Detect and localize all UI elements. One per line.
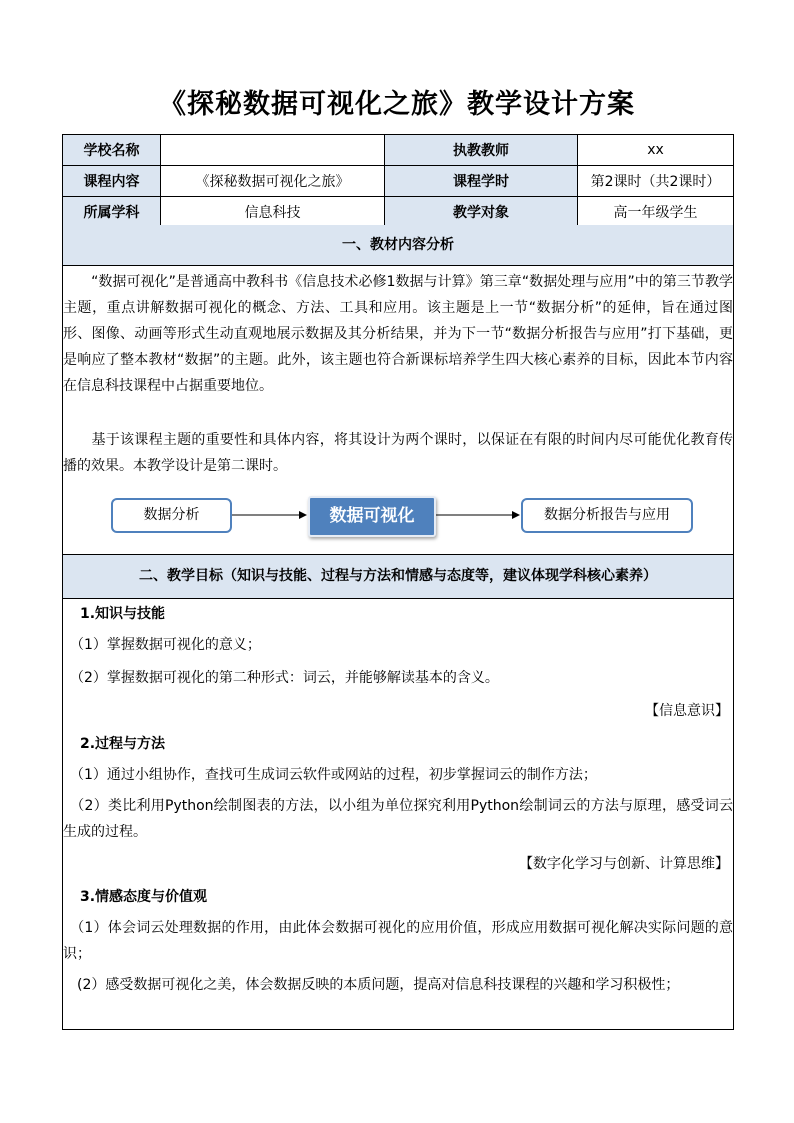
content-frame bbox=[62, 225, 734, 1030]
goal2-title: 2.过程与方法 bbox=[80, 736, 166, 752]
info-row-subject bbox=[63, 197, 734, 228]
goal1-item-2: （2）掌握数据可视化的第二种形式：词云，并能够解读基本的含义。 bbox=[63, 670, 499, 686]
arrow-right-icon bbox=[232, 511, 307, 519]
goal1-literacy-tag: 【信息意识】 bbox=[645, 703, 729, 719]
flow-box-next: 数据分析报告与应用 bbox=[521, 498, 693, 533]
goal2-literacy-tag: 【数字化学习与创新、计算思维】 bbox=[519, 856, 729, 872]
document-title: 《探秘数据可视化之旅》教学设计方案 bbox=[159, 89, 635, 120]
section2-heading: 二、教学目标（知识与技能、过程与方法和情感与态度等，建议体现学科核心素养） bbox=[63, 555, 733, 599]
teacher-label: 执教教师 bbox=[385, 135, 578, 166]
section1-paragraph-1: “数据可视化”是普通高中教科书《信息技术必修1数据与计算》第三章“数据处理与应用”中的第三节教学主题，重点讲解数据可视化的概念、方法、工具和应用。该主题是上一节“数据分析”的延伸，旨在通过图形、图像、动画等形式生动直观地展示数据及其分析结果，并为下一节“数据分析报告与应用”打下基础，更是响应了整本教材“数据”的主题。此外，该主题也符合新课标培养学生四大核心素养的目标，因此本节内容在信息科技课程中占据重要地位。 bbox=[63, 274, 733, 394]
audience-label: 教学对象 bbox=[385, 197, 578, 228]
audience-value: 高一年级学生 bbox=[578, 197, 734, 228]
teacher-value: xx bbox=[578, 135, 734, 166]
content-value: 《探秘数据可视化之旅》 bbox=[161, 166, 385, 197]
flow-box-prev: 数据分析 bbox=[111, 498, 232, 533]
hours-label: 课程学时 bbox=[385, 166, 578, 197]
hours-value: 第2课时（共2课时） bbox=[578, 166, 734, 197]
goal1-title: 1.知识与技能 bbox=[80, 606, 166, 622]
flow-arrows bbox=[63, 485, 733, 545]
info-row-school bbox=[63, 135, 734, 166]
section1-paragraph-2: 基于该课程主题的重要性和具体内容，将其设计为两个课时，以保证在有限的时间内尽可能优化教育传播的效果。本教学设计是第二课时。 bbox=[63, 432, 733, 474]
school-value bbox=[161, 135, 385, 166]
goal2-item-2: （2）类比利用Python绘制图表的方法，以小组为单位探究利用Python绘制词云的方法与原理，感受词云生成的过程。 bbox=[63, 798, 733, 840]
info-row-content bbox=[63, 166, 734, 197]
subject-value: 信息科技 bbox=[161, 197, 385, 228]
goal3-title: 3.情感态度与价值观 bbox=[80, 889, 208, 905]
goal2-item-1: （1）通过小组协作，查找可生成词云软件或网站的过程，初步掌握词云的制作方法； bbox=[63, 767, 597, 783]
goal3-item-2: (2）感受数据可视化之美，体会数据反映的本质问题，提高对信息科技课程的兴趣和学习积极性； bbox=[63, 977, 680, 993]
section1-heading: 一、教材内容分析 bbox=[63, 225, 733, 266]
goal1-item-1: （1）掌握数据可视化的意义； bbox=[63, 637, 261, 653]
arrow-right-icon bbox=[436, 511, 520, 519]
course-info-table bbox=[62, 134, 734, 228]
goal3-item-1: （1）体会词云处理数据的作用，由此体会数据可视化的应用价值，形成应用数据可视化解决实际问题的意识； bbox=[63, 920, 733, 962]
school-label: 学校名称 bbox=[63, 135, 161, 166]
subject-label: 所属学科 bbox=[63, 197, 161, 228]
flow-box-current: 数据可视化 bbox=[308, 496, 436, 537]
content-label: 课程内容 bbox=[63, 166, 161, 197]
